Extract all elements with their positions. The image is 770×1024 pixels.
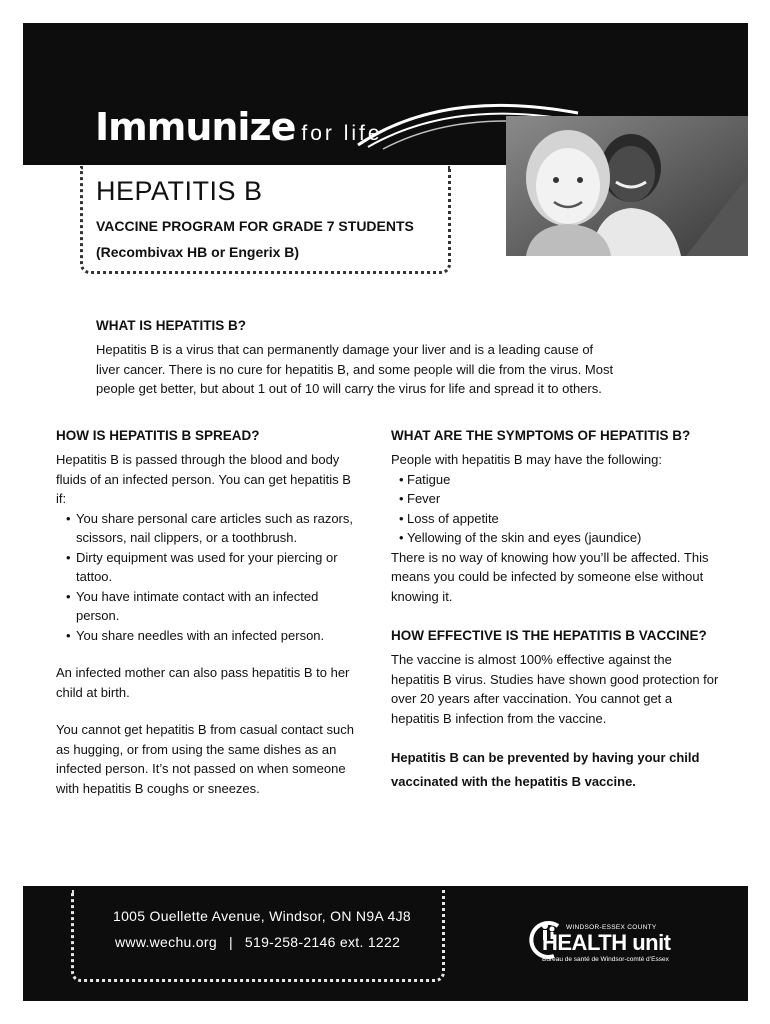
health-unit-logo bbox=[528, 914, 671, 974]
website-link[interactable]: www.wechu.org bbox=[115, 934, 217, 950]
effective-heading: HOW EFFECTIVE IS THE HEPATITIS B VACCINE? bbox=[391, 628, 707, 643]
logo-county-text: WINDSOR-ESSEX COUNTY bbox=[566, 924, 657, 931]
spread-intro: Hepatitis B is passed through the blood and body fluids of an infected person. You can get hepatitis B if: bbox=[56, 452, 351, 506]
effective-section bbox=[391, 626, 721, 794]
symptoms-heading: WHAT ARE THE SYMPTOMS OF HEPATITIS B? bbox=[391, 428, 691, 443]
symptoms-list bbox=[391, 470, 721, 548]
program-subtitle: VACCINE PROGRAM FOR GRADE 7 STUDENTS bbox=[96, 218, 414, 234]
contact-line bbox=[115, 934, 400, 950]
list-item: • Fever bbox=[391, 489, 721, 509]
list-item: • Loss of appetite bbox=[391, 509, 721, 529]
what-line-3: people get better, but about 1 out of 10 will carry the virus for life and spread it to others. bbox=[96, 381, 602, 396]
prevention-statement: Hepatitis B can be prevented by having your child vaccinated with the hepatitis B vaccine. bbox=[391, 750, 700, 789]
symptoms-intro: People with hepatitis B may have the following: bbox=[391, 452, 662, 467]
casual-contact-paragraph: You cannot get hepatitis B from casual contact such as hugging, or from using the same dishes as an infected person. It’s not passed on when someone with hepatitis B coughs or sneezes. bbox=[56, 722, 354, 796]
symptoms-outro: There is no way of knowing how you’ll be affected. This means you could be infected by someone else without knowing it. bbox=[391, 549, 709, 604]
logo-french-text: Bureau de santé de Windsor-comté d’Essex bbox=[542, 956, 669, 963]
list-item: • You have intimate contact with an infected person. bbox=[56, 587, 364, 626]
list-item: • Dirty equipment was used for your piercing or tattoo. bbox=[56, 548, 364, 587]
children-photo bbox=[506, 116, 748, 256]
contact-separator: | bbox=[228, 934, 233, 950]
list-item: • You share needles with an infected person. bbox=[56, 626, 364, 646]
what-line-2: liver cancer. There is no cure for hepatitis B, and some people will die from the virus. Most bbox=[96, 361, 614, 377]
phone-number: 519-258-2146 ext. 1222 bbox=[244, 934, 401, 950]
spread-list bbox=[56, 509, 364, 646]
brand-logo bbox=[95, 105, 383, 149]
what-heading: WHAT IS HEPATITIS B? bbox=[96, 318, 246, 333]
spread-heading: HOW IS HEPATITIS B SPREAD? bbox=[56, 428, 260, 443]
what-line-1: Hepatitis B is a virus that can permanently damage your liver and is a leading cause of bbox=[96, 342, 594, 357]
logo-main-text: HEALTH unit bbox=[542, 930, 671, 955]
mother-child-paragraph: An infected mother can also pass hepatitis B to her child at birth. bbox=[56, 665, 350, 700]
list-item: • Yellowing of the skin and eyes (jaundice) bbox=[391, 528, 721, 548]
vaccine-products: (Recombivax HB or Engerix B) bbox=[96, 244, 300, 260]
what-section bbox=[96, 316, 676, 399]
spread-section bbox=[56, 426, 364, 798]
street-address: 1005 Ouellette Avenue, Windsor, ON N9A 4J8 bbox=[113, 908, 411, 924]
symptoms-section bbox=[391, 426, 721, 794]
footer-band bbox=[23, 886, 748, 1001]
list-item: • You share personal care articles such as razors, scissors, nail clippers, or a toothbrush. bbox=[56, 509, 364, 548]
page-title: HEPATITIS B bbox=[96, 176, 263, 206]
effective-body: The vaccine is almost 100% effective against the hepatitis B virus. Studies have shown good protection for over 20 years after vaccination. You cannot get a hepatitis B infection from the vaccine. bbox=[391, 652, 719, 726]
brand-sub: for life bbox=[301, 122, 383, 145]
brand-main: Immunize bbox=[95, 105, 296, 149]
list-item: • Fatigue bbox=[391, 470, 721, 490]
